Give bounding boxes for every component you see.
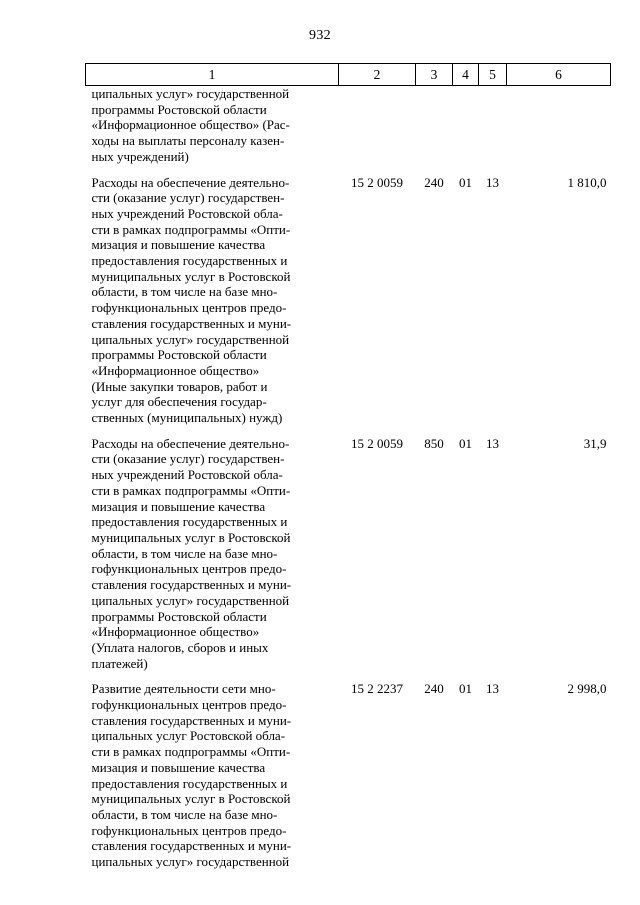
table-row — [86, 436, 611, 672]
table-row — [86, 86, 611, 165]
row-section: 01 — [459, 681, 472, 697]
header-col-4: 4 — [453, 64, 479, 86]
row-subsection: 13 — [486, 174, 499, 190]
row-expense-type — [416, 86, 453, 165]
header-col-5: 5 — [479, 64, 507, 86]
row-section: 01 — [459, 435, 472, 451]
row-target-code: 15 2 0059 — [351, 435, 403, 451]
header-col-6: 6 — [507, 64, 611, 86]
row-spacer — [86, 671, 611, 681]
table-body — [86, 86, 611, 870]
row-amount — [507, 86, 611, 165]
row-amount: 31,9 — [583, 435, 607, 451]
row-description: Расходы на обеспечение деятельно- сти (оказание услуг) государствен- ных учреждений Ростовской обла- сти в рамках подпрограммы «Опти- мизация и повышение качества предоставления государственных и муниципальных услуг в Ростовской области, в том числе на базе мно- гофункциональных центров предо- ставления государственных и муни- ципальных услуг» государственной программы Ростовской области «Информационное общество» (Иные закупки товаров, работ и услуг для обеспечения государ- ственных (муниципальных) нужд) — [91, 174, 292, 426]
row-description-cell — [86, 681, 339, 869]
row-target-code: 15 2 2237 — [351, 681, 403, 697]
row-expense-type: 850 — [424, 435, 444, 451]
row-amount: 1 810,0 — [567, 174, 607, 190]
row-subsection: 13 — [486, 681, 499, 697]
row-expense-type: 240 — [424, 174, 444, 190]
row-subsection — [479, 86, 507, 165]
row-amount: 2 998,0 — [567, 681, 607, 697]
row-expense-type: 240 — [424, 681, 444, 697]
row-target-code — [339, 86, 416, 165]
header-col-2: 2 — [339, 64, 416, 86]
row-description-cell — [86, 86, 339, 165]
header-col-3: 3 — [416, 64, 453, 86]
row-target-code: 15 2 0059 — [351, 174, 403, 190]
row-description: ципальных услуг» государственной программы Ростовской области «Информационное общество» (Рас- ходы на выплаты персоналу казен- ных учреждений) — [91, 86, 290, 164]
table-row — [86, 175, 611, 426]
row-description-cell — [86, 436, 339, 672]
table-header — [86, 64, 611, 86]
row-section: 01 — [459, 174, 472, 190]
header-row — [86, 64, 611, 86]
row-description: Развитие деятельности сети мно- гофункциональных центров предо- ставления государственных и муни- ципальных услуг Ростовской обла- сти в рамках подпрограммы «Опти- мизация и повышение качества предоставления государственных и муниципальных услуг в Ростовской области, в том числе на базе мно- гофункциональных центров предо- ставления государственных и муни- ципальных услуг» государственной — [91, 681, 292, 870]
table-row — [86, 681, 611, 869]
row-section — [453, 86, 479, 165]
row-spacer — [86, 165, 611, 175]
row-description-cell — [86, 175, 339, 426]
page-number: 932 — [309, 28, 331, 43]
budget-table — [85, 63, 611, 870]
row-spacer — [86, 426, 611, 436]
row-subsection: 13 — [486, 435, 499, 451]
header-col-1: 1 — [86, 64, 339, 86]
row-description: Расходы на обеспечение деятельно- сти (оказание услуг) государствен- ных учреждений Ростовской обла- сти в рамках подпрограммы «Опти- мизация и повышение качества предоставления государственных и муниципальных услуг в Ростовской области, в том числе на базе мно- гофункциональных центров предо- ставления государственных и муни- ципальных услуг» государственной программы Ростовской области «Информационное общество» (Уплата налогов, сборов и иных платежей) — [91, 435, 292, 671]
